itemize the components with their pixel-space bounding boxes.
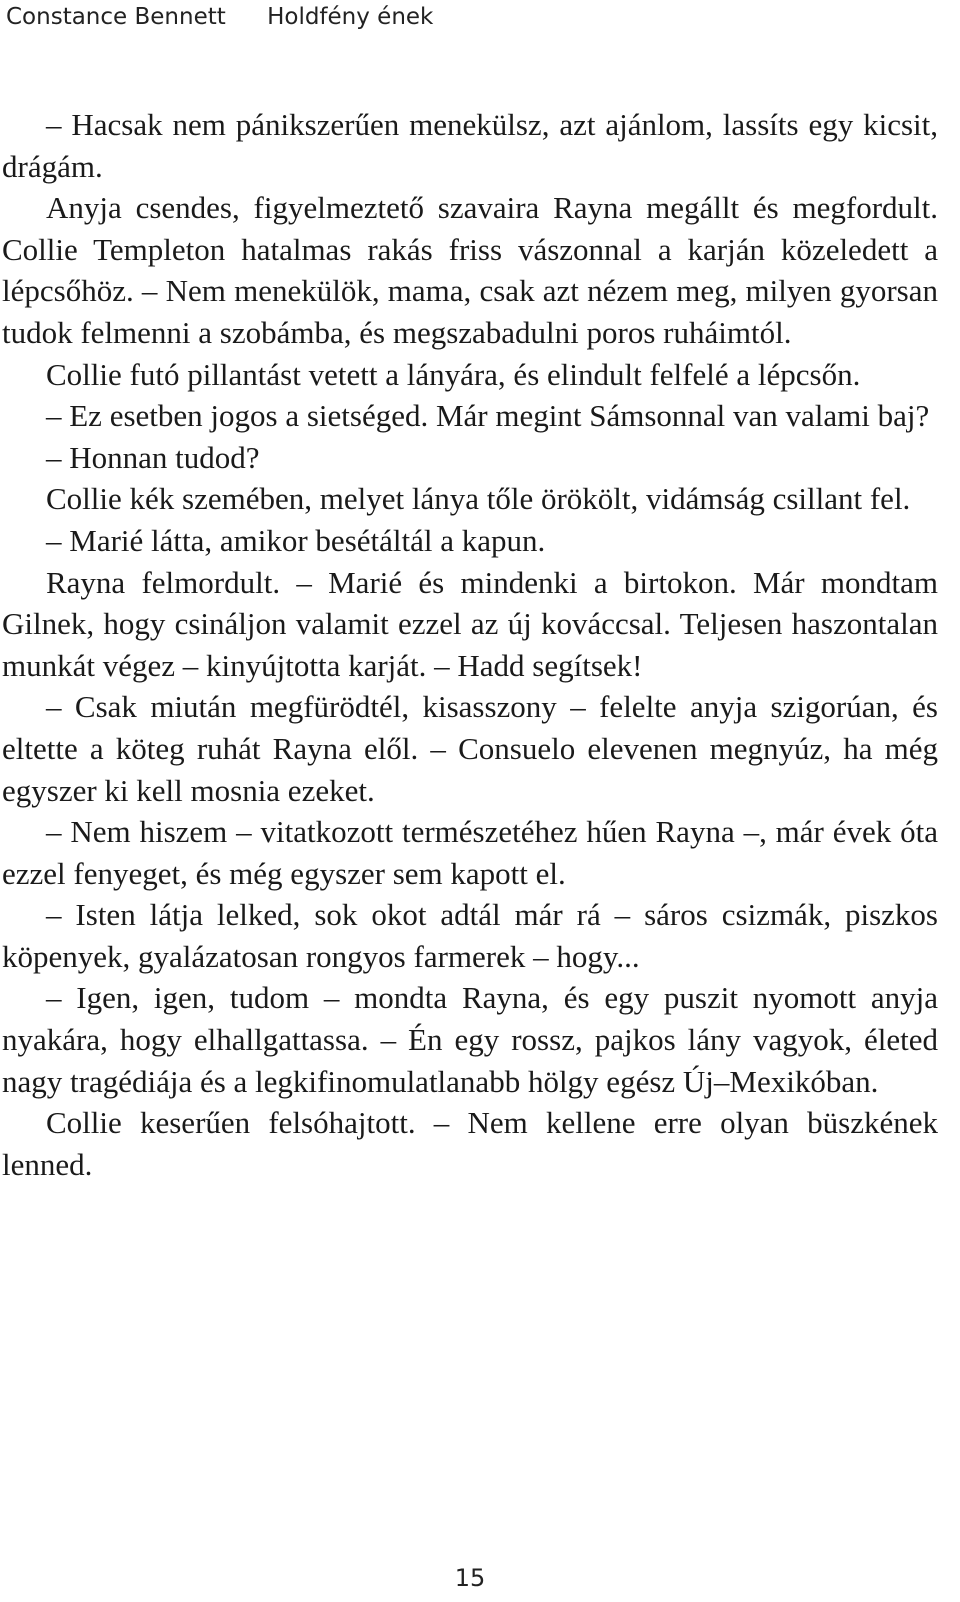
body-text xyxy=(2,104,938,1185)
paragraph: – Honnan tudod? xyxy=(46,439,260,475)
paragraph: Anyja csendes, figyelmeztető szavaira Rayna megállt és megfordult. Collie Templeton hatalmas rakás friss vászonnal a karján közeledett a lépcsőhöz. – Nem menekülök, mama, csak azt nézem meg, milyen gyorsan tudok felmenni a szobámba, és megszabadulni poros ruháimtól. xyxy=(2,190,938,350)
paragraph: – Csak miután megfürödtél, kisasszony – felelte anyja szigorúan, és eltette a köteg ruhát Rayna elől. – Consuelo elevenen megnyúz, ha még egyszer ki kell mosnia ezeket. xyxy=(2,689,938,808)
paragraph: Collie kék szemében, melyet lánya tőle örökölt, vidámság csillant fel. xyxy=(46,481,911,517)
paragraph: – Hacsak nem pánikszerűen menekülsz, azt ajánlom, lassíts egy kicsit, drágám. xyxy=(2,107,938,184)
paragraph: – Igen, igen, tudom – mondta Rayna, és egy puszit nyomott anyja nyakára, hogy elhallgattassa. – Én egy rossz, pajkos lány vagyok, életed nagy tragédiája és a legkifinomulatlanabb hölgy egész Új–Mexikóban. xyxy=(2,980,938,1099)
paragraph: Collie futó pillantást vetett a lányára, és elindult felfelé a lépcsőn. xyxy=(46,356,861,392)
paragraph: – Marié látta, amikor besétáltál a kapun. xyxy=(46,522,546,558)
page-number: 15 xyxy=(454,1564,486,1592)
paragraph: Rayna felmordult. – Marié és mindenki a birtokon. Már mondtam Gilnek, hogy csináljon valamit ezzel az új kováccsal. Teljesen haszontalan munkát végez – kinyújtotta karját. – Hadd segítsek! xyxy=(2,564,938,683)
paragraph: – Isten látja lelked, sok okot adtál már rá – sáros csizmák, piszkos köpenyek, gyalázatosan rongyos farmerek – hogy... xyxy=(2,897,938,974)
paragraph: – Nem hiszem – vitatkozott természetéhez hűen Rayna –, már évek óta ezzel fenyeget, és még egyszer sem kapott el. xyxy=(2,814,938,891)
page-header xyxy=(6,4,433,30)
paragraph: – Ez esetben jogos a sietséged. Már megint Sámsonnal van valami baj? xyxy=(46,398,930,434)
paragraph: Collie keserűen felsóhajtott. – Nem kellene erre olyan büszkének lenned. xyxy=(2,1105,938,1182)
header-author: Constance Bennett xyxy=(6,4,226,30)
header-book-title: Holdfény ének xyxy=(267,4,434,30)
